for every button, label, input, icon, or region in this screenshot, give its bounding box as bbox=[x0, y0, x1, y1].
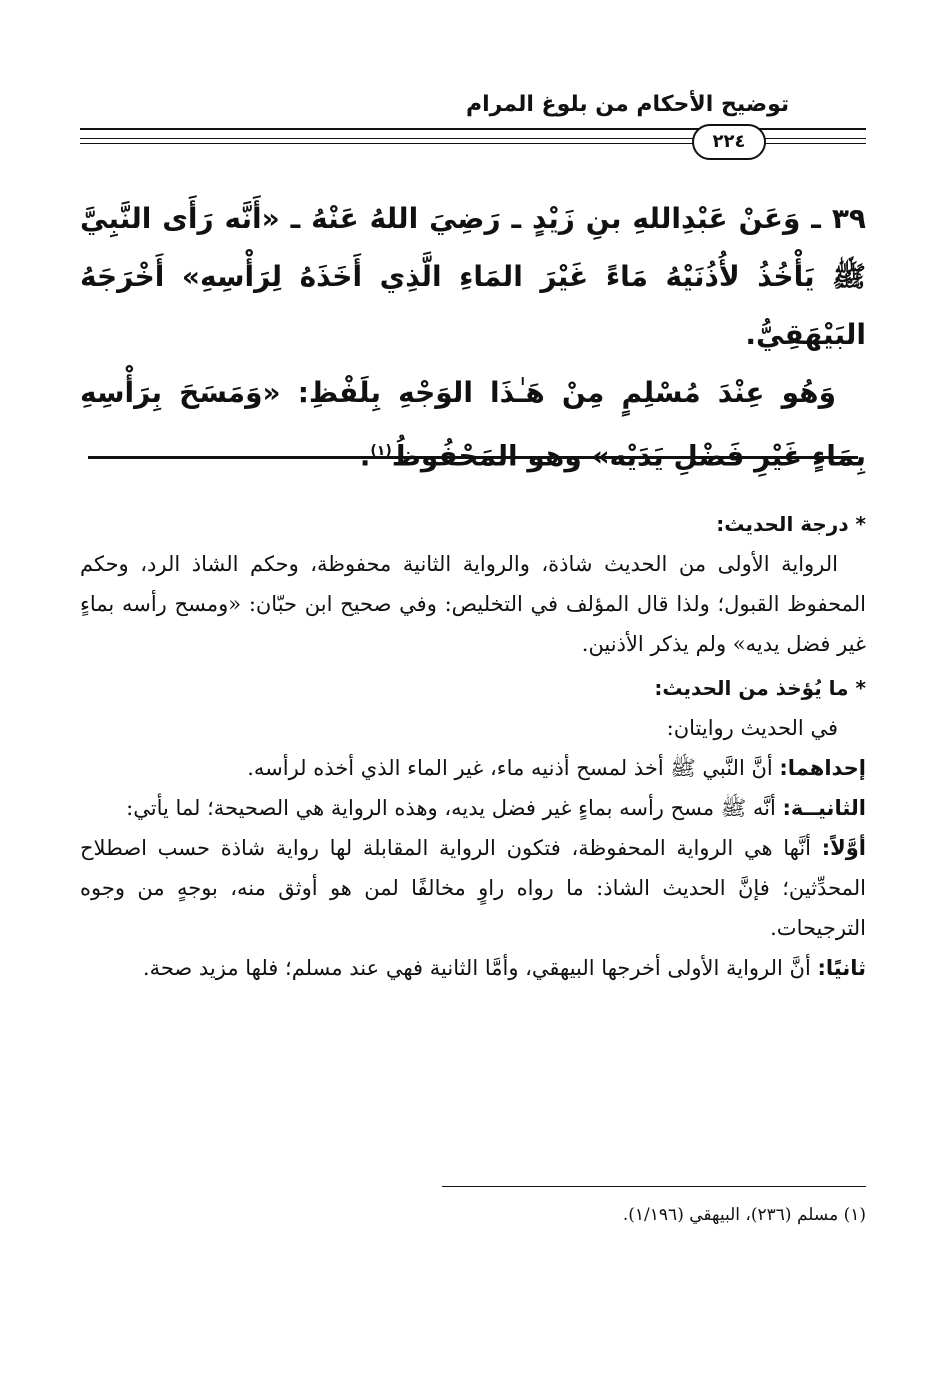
footnote-marker: (١) bbox=[370, 443, 392, 459]
hadith-end: . bbox=[359, 439, 371, 473]
item-label: أوَّلاً: bbox=[821, 836, 866, 860]
item-text: أنَّ الرواية الأولى أخرجها البيهقي، وأمَّا الثانية فهي عند مسلم؛ فلها مزيد صحة. bbox=[142, 956, 811, 980]
item-label: إحداهما: bbox=[779, 756, 866, 780]
hadith-text bbox=[80, 190, 866, 485]
hadith-sentence: وَهُو عِنْدَ مُسْلِمٍ مِنْ هَـٰذَا الوَجْهِ بِلَفْظِ: «وَمَسَحَ بِرَأْسِهِ بِمَاءٍ غَيْرِ فَضْلِ يَدَيْه» وهو المَحْفُوظُ bbox=[80, 376, 866, 473]
hadith-sentence: وَعَنْ عَبْدِاللهِ بنِ زَيْدٍ ـ رَضِيَ اللهُ عَنْهُ ـ «أَنَّه رَأَى النَّبِيَّ ﷺ يَأْخُذُ لأُذُنَيْهُ مَاءً غَيْرَ المَاءِ الَّذِي أَخَذَهُ لِرَأْسِهِ» أَخْرَجَهُ البَيْهَقِيُّ. bbox=[80, 202, 866, 351]
footnote: (١) مسلم (٢٣٦)، البيهقي (١/١٩٦). bbox=[622, 1205, 866, 1225]
hadith-line bbox=[80, 190, 866, 364]
footnote-rule bbox=[442, 1186, 866, 1187]
paragraph: الرواية الأولى من الحديث شاذة، والرواية الثانية محفوظة، وحكم الشاذ الرد، وحكم المحفوظ القبول؛ ولذا قال المؤلف في التخليص: وفي صحيح ابن حبّان: «ومسح رأسه بماءٍ غير فضل يديه» ولم يذكر الأذنين. bbox=[80, 552, 866, 656]
section-heading: * ما يُؤخذ من الحديث: bbox=[654, 676, 866, 700]
item-label: الثانيــة: bbox=[782, 796, 866, 820]
list-item bbox=[80, 948, 866, 988]
paragraph: في الحديث روايتان: bbox=[666, 716, 838, 740]
hadith-line bbox=[80, 364, 866, 485]
commentary bbox=[80, 500, 866, 988]
section-separator bbox=[88, 456, 858, 459]
list-item bbox=[80, 828, 866, 948]
list-item bbox=[80, 788, 866, 828]
item-text: أنَّها هي الرواية المحفوظة، فتكون الرواية المقابلة لها رواية شاذة حسب اصطلاح المحدِّثين؛ فإنَّ الحديث الشاذ: ما رواه راوٍ مخالفًا لمن هو أوثق منه، بوجهٍ من وجوه الترجيحات. bbox=[80, 836, 866, 940]
running-header-title: توضيح الأحكام من بلوغ المرام bbox=[466, 92, 790, 117]
item-text: أنَّ النَّبي ﷺ أخذ لمسح أذنيه ماء، غير الماء الذي أخذه لرأسه. bbox=[247, 756, 773, 780]
page-number: ٢٢٤ bbox=[692, 124, 766, 160]
hadith-number: ٣٩ ـ bbox=[811, 202, 866, 235]
list-item bbox=[80, 748, 866, 788]
item-label: ثانيًا: bbox=[817, 956, 866, 980]
section-heading: * درجة الحديث: bbox=[716, 512, 866, 536]
item-text: أنَّه ﷺ مسح رأسه بماءٍ غير فضل يديه، وهذه الرواية هي الصحيحة؛ لما يأتي: bbox=[126, 796, 776, 820]
